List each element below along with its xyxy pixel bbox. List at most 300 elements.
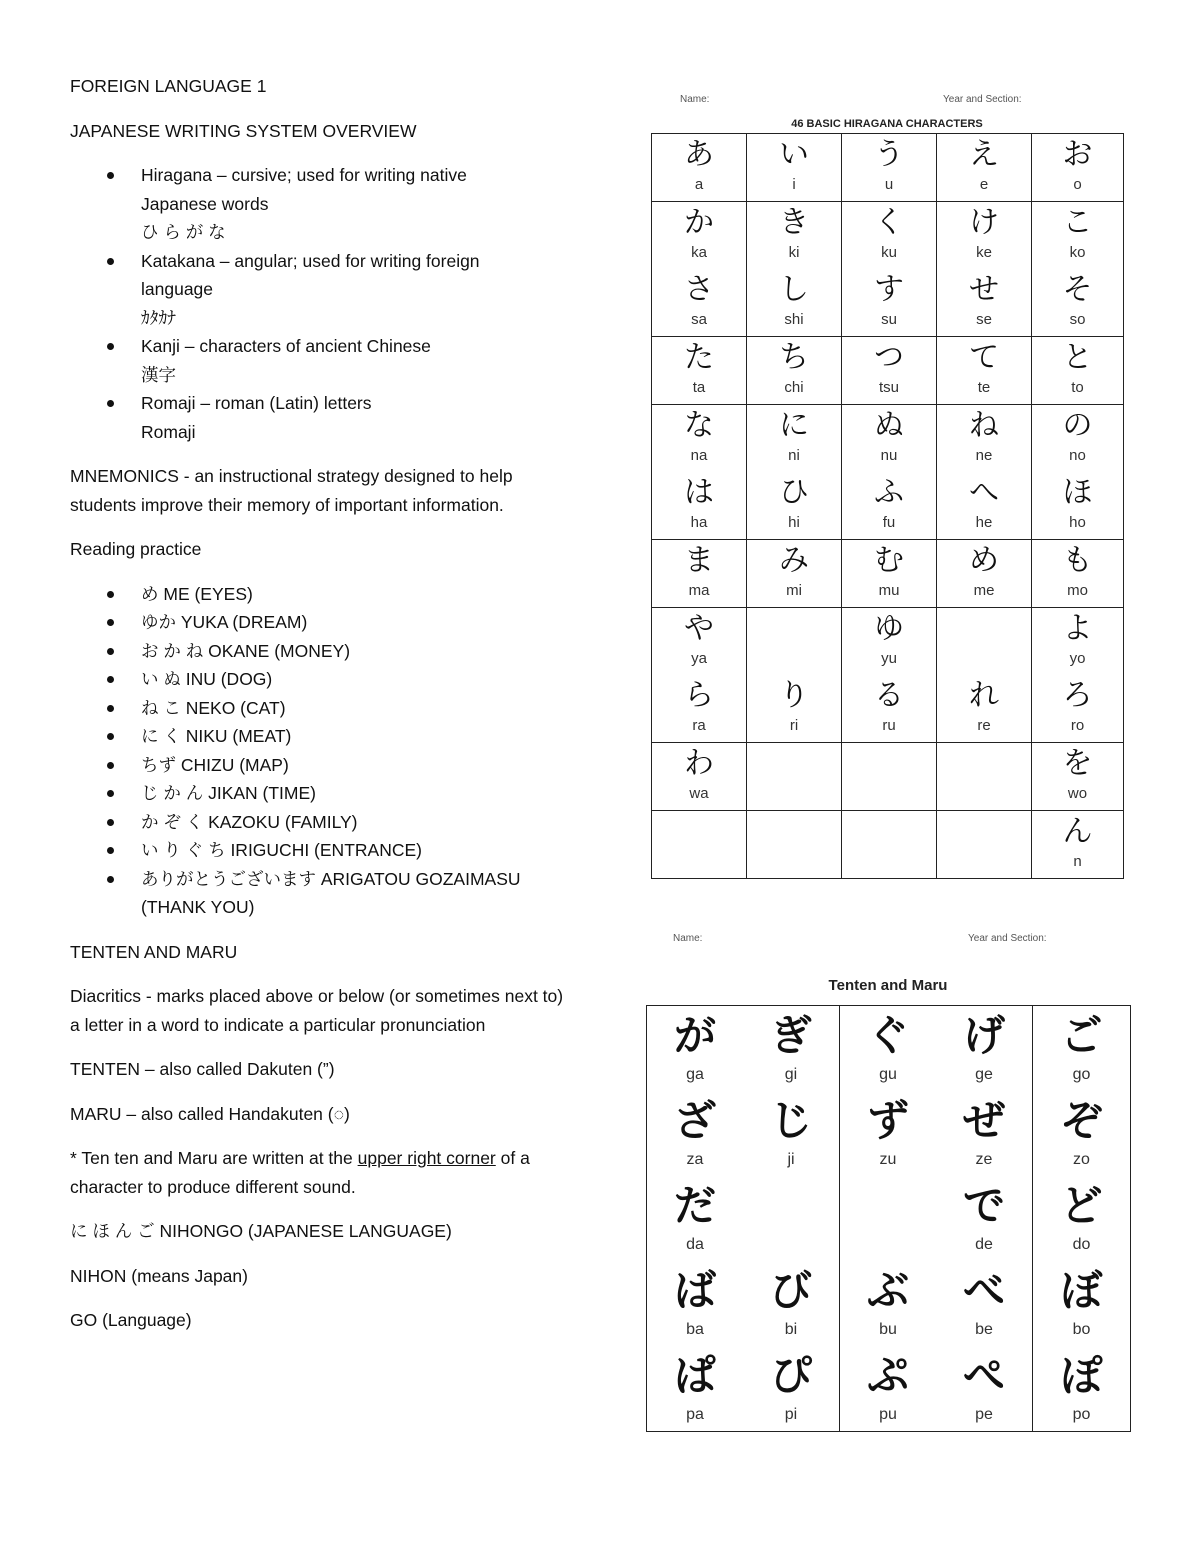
kana-char: ぼ xyxy=(1060,1266,1103,1315)
kana-cell xyxy=(747,269,841,336)
romaji-label: ka xyxy=(691,244,707,261)
kana-cell xyxy=(842,134,936,201)
romaji-label: ga xyxy=(686,1066,704,1083)
kana-char: ぷ xyxy=(866,1351,909,1400)
hiragana-column-cell xyxy=(747,608,842,743)
kana-char: あ xyxy=(684,137,714,172)
tenten-year-label: Year and Section: xyxy=(968,933,1047,944)
kana-cell xyxy=(842,675,936,742)
kana-char: く xyxy=(874,205,904,240)
hiragana-column-cell xyxy=(747,202,842,337)
mnemonics-definition: MNEMONICS - an instructional strategy designed to help students improve their memory of important information. xyxy=(70,466,513,515)
hiragana-column-cell xyxy=(652,405,747,540)
kana-char: ぶ xyxy=(866,1266,909,1315)
romaji-label: u xyxy=(884,176,894,193)
kana-char: ど xyxy=(1060,1181,1103,1230)
kana-cell xyxy=(743,1006,839,1091)
romaji-label: ni xyxy=(788,447,800,464)
kana-char: り xyxy=(779,678,809,713)
kana-char: ろ xyxy=(1062,678,1093,713)
hiragana-column-cell xyxy=(652,134,747,202)
kana-cell xyxy=(1032,608,1123,675)
romaji-label: so xyxy=(1069,311,1086,328)
kana-cell xyxy=(840,1346,936,1431)
kana-cell xyxy=(747,202,841,269)
romaji-label: pe xyxy=(975,1406,993,1423)
romaji-label xyxy=(747,852,841,878)
kana-cell xyxy=(1032,337,1123,404)
course-title: FOREIGN LANGUAGE 1 xyxy=(70,76,267,96)
romaji-label: mo xyxy=(1067,582,1088,599)
kana-char xyxy=(842,811,936,852)
reading-item: か ぞ く KAZOKU (FAMILY) xyxy=(70,808,570,837)
kana-char: ぜ xyxy=(962,1096,1005,1145)
tenten-column-group xyxy=(647,1006,840,1432)
reading-item: に く NIKU (MEAT) xyxy=(70,722,570,751)
hiragana-column-cell xyxy=(1032,743,1124,811)
hiragana-column-cell xyxy=(937,743,1032,811)
reading-item: い ぬ INU (DOG) xyxy=(70,665,570,694)
romaji-label: pu xyxy=(879,1406,897,1423)
reading-item: ちず CHIZU (MAP) xyxy=(70,751,570,780)
overview-heading: JAPANESE WRITING SYSTEM OVERVIEW xyxy=(70,120,417,141)
romaji-label: da xyxy=(686,1236,704,1253)
romaji-label: yo xyxy=(1069,650,1086,667)
kana-char: ぺ xyxy=(962,1351,1005,1400)
romaji-label: wa xyxy=(689,785,709,802)
nihon-line: NIHON (means Japan) xyxy=(70,1265,248,1286)
reading-item: い り ぐ ち IRIGUCHI (ENTRANCE) xyxy=(70,836,570,865)
kana-char: だ xyxy=(673,1181,716,1230)
kana-cell xyxy=(842,269,936,336)
kana-cell xyxy=(747,540,841,607)
reading-item: ね こ NEKO (CAT) xyxy=(70,694,570,723)
system-sample: ｶﾀｶﾅ xyxy=(141,307,176,328)
kana-cell xyxy=(937,269,1031,336)
hiragana-column-cell xyxy=(842,608,937,743)
reading-item: め ME (EYES) xyxy=(70,580,570,609)
romaji-label: ho xyxy=(1069,514,1086,531)
kana-char: す xyxy=(874,272,904,307)
nihongo-line: に ほ ん ご NIHONGO (JAPANESE LANGUAGE) xyxy=(70,1221,452,1241)
hiragana-column-cell xyxy=(652,540,747,608)
kana-cell xyxy=(840,1091,936,1176)
kana-cell xyxy=(1032,405,1123,472)
romaji-label: mu xyxy=(878,582,900,599)
kana-cell xyxy=(936,1346,1032,1431)
hiragana-column-cell xyxy=(652,337,747,405)
kana-cell xyxy=(743,1346,839,1431)
kana-cell xyxy=(647,1346,743,1431)
romaji-label: go xyxy=(1072,1066,1091,1083)
kana-cell xyxy=(936,1176,1032,1261)
romaji-label: ge xyxy=(975,1066,993,1083)
romaji-label xyxy=(937,649,1031,675)
romaji-label: ba xyxy=(686,1321,704,1338)
system-item-romaji: Romaji – roman (Latin) letters Romaji xyxy=(70,389,570,446)
romaji-label xyxy=(652,852,746,878)
tenten-maru-table xyxy=(646,1005,1131,1432)
hiragana-column-cell xyxy=(747,134,842,202)
kana-char: ぴ xyxy=(769,1351,812,1400)
romaji-label: n xyxy=(1073,853,1082,870)
kana-char xyxy=(840,1176,936,1231)
diacritics-definition: Diacritics - marks placed above or below (or sometimes next to) a letter in a word to indicate a particular pronunciation xyxy=(70,986,564,1035)
kana-char: み xyxy=(779,543,809,578)
kana-cell xyxy=(1032,743,1123,810)
hiragana-column-cell xyxy=(1032,134,1124,202)
kana-char: ぱ xyxy=(673,1351,716,1400)
kana-cell xyxy=(747,811,841,878)
kana-cell xyxy=(1033,1261,1130,1346)
kana-cell xyxy=(842,472,936,539)
reading-item: ゆか YUKA (DREAM) xyxy=(70,608,570,637)
romaji-label xyxy=(842,852,936,878)
kana-cell xyxy=(1032,811,1123,878)
kana-char: ば xyxy=(673,1266,716,1315)
hiragana-column-cell xyxy=(1032,540,1124,608)
romaji-label xyxy=(840,1231,936,1261)
hiragana-column-cell xyxy=(937,202,1032,337)
romaji-label: sa xyxy=(691,311,707,328)
romaji-label: ro xyxy=(1070,717,1085,734)
kana-cell xyxy=(747,472,841,539)
romaji-label: bo xyxy=(1072,1321,1091,1338)
romaji-label: o xyxy=(1073,176,1082,193)
hiragana-band xyxy=(652,202,1124,337)
kana-cell xyxy=(652,269,746,336)
kana-cell xyxy=(937,608,1031,675)
romaji-label: hi xyxy=(788,514,800,531)
romaji-label: nu xyxy=(880,447,898,464)
kana-char: ぞ xyxy=(1060,1096,1103,1145)
kana-cell xyxy=(936,1261,1032,1346)
kana-cell xyxy=(652,337,746,404)
romaji-label: pa xyxy=(686,1406,704,1423)
kana-cell xyxy=(842,337,936,404)
romaji-label: ki xyxy=(788,244,800,261)
romaji-label: to xyxy=(1071,379,1084,396)
hiragana-band xyxy=(652,743,1124,811)
kana-char: ほ xyxy=(1062,475,1093,510)
kana-cell xyxy=(1032,540,1123,607)
kana-cell xyxy=(936,1091,1032,1176)
romaji-label: za xyxy=(686,1151,704,1168)
kana-char: の xyxy=(1062,408,1093,443)
kana-char: へ xyxy=(969,475,999,510)
kana-cell xyxy=(937,202,1031,269)
kana-cell xyxy=(937,134,1031,201)
kana-cell xyxy=(937,337,1031,404)
kana-char: ま xyxy=(684,543,714,578)
romaji-label: ra xyxy=(692,717,706,734)
romaji-label: shi xyxy=(784,311,804,328)
hiragana-column-cell xyxy=(937,337,1032,405)
hiragana-column-cell xyxy=(842,743,937,811)
hiragana-table xyxy=(651,133,1124,879)
romaji-label: i xyxy=(792,176,796,193)
hiragana-band xyxy=(652,134,1124,202)
kana-cell xyxy=(652,472,746,539)
romaji-label xyxy=(747,649,841,675)
kana-cell xyxy=(747,337,841,404)
romaji-label: no xyxy=(1069,447,1086,464)
romaji-label: wo xyxy=(1067,785,1088,802)
hiragana-column-cell xyxy=(747,811,842,879)
romaji-label: ku xyxy=(881,244,897,261)
kana-cell xyxy=(647,1006,743,1091)
kana-char: せ xyxy=(969,272,999,307)
kana-cell xyxy=(937,743,1031,810)
tenten-table-title: Tenten and Maru xyxy=(828,977,948,994)
kana-cell xyxy=(1032,202,1123,269)
kana-cell xyxy=(652,540,746,607)
romaji-label: be xyxy=(975,1321,993,1338)
kana-char: ら xyxy=(684,678,714,713)
kana-cell xyxy=(743,1176,839,1261)
romaji-label xyxy=(743,1231,839,1261)
reading-item: ありがとうございます ARIGATOU GOZAIMASU (THANK YOU) xyxy=(70,865,570,922)
kana-cell xyxy=(652,608,746,675)
kana-char: き xyxy=(779,205,809,240)
kana-cell xyxy=(743,1091,839,1176)
kana-char: そ xyxy=(1062,272,1093,307)
kana-cell xyxy=(937,675,1031,742)
romaji-label: mi xyxy=(786,582,802,599)
kana-char: こ xyxy=(1062,205,1093,240)
kana-char: で xyxy=(962,1181,1005,1230)
hiragana-year-label: Year and Section: xyxy=(943,94,1022,105)
kana-char: ね xyxy=(969,408,999,443)
romaji-label: chi xyxy=(784,379,804,396)
romaji-label xyxy=(747,784,841,810)
romaji-label xyxy=(937,852,1031,878)
romaji-label: tsu xyxy=(878,379,899,396)
kana-char: た xyxy=(684,340,714,375)
kana-cell xyxy=(842,743,936,810)
kana-char: よ xyxy=(1062,611,1093,646)
kana-cell xyxy=(652,202,746,269)
kana-char xyxy=(747,811,841,852)
kana-char xyxy=(937,743,1031,784)
romaji-label: e xyxy=(979,176,989,193)
kana-cell xyxy=(1032,269,1123,336)
hiragana-column-cell xyxy=(747,743,842,811)
romaji-label: bu xyxy=(879,1321,897,1338)
system-item-katakana: Katakana – angular; used for writing foreign language ｶﾀｶﾅ xyxy=(70,247,570,333)
kana-cell xyxy=(937,405,1031,472)
system-item-hiragana: Hiragana – cursive; used for writing native Japanese words ひ ら が な xyxy=(70,161,570,247)
notes-column xyxy=(70,72,570,1351)
kana-char xyxy=(842,743,936,784)
hiragana-column-cell xyxy=(747,540,842,608)
kana-char: ひ xyxy=(779,475,809,510)
hiragana-column-cell xyxy=(842,540,937,608)
maru-line: MARU – also called Handakuten (◌) xyxy=(70,1103,350,1124)
hiragana-name-label: Name: xyxy=(680,94,710,105)
kana-cell xyxy=(647,1176,743,1261)
hiragana-column-cell xyxy=(937,405,1032,540)
romaji-label: ru xyxy=(882,717,896,734)
romaji-label: re xyxy=(977,717,991,734)
hiragana-column-cell xyxy=(842,202,937,337)
kana-char: な xyxy=(684,408,714,443)
kana-char xyxy=(743,1176,839,1231)
romaji-label: ri xyxy=(789,717,799,734)
hiragana-column-cell xyxy=(652,811,747,879)
kana-char: め xyxy=(969,543,999,578)
system-sample: 漢字 xyxy=(141,364,176,385)
hiragana-column-cell xyxy=(1032,405,1124,540)
kana-cell xyxy=(842,202,936,269)
kana-char: と xyxy=(1062,340,1093,375)
romaji-label: ze xyxy=(975,1151,993,1168)
hiragana-band xyxy=(652,405,1124,540)
kana-char: が xyxy=(673,1011,716,1060)
kana-cell xyxy=(652,811,746,878)
romaji-label: he xyxy=(975,514,993,531)
hiragana-band xyxy=(652,540,1124,608)
romaji-label: zo xyxy=(1073,1151,1090,1168)
hiragana-column-cell xyxy=(842,337,937,405)
romaji-label: ma xyxy=(688,582,710,599)
kana-cell xyxy=(842,608,936,675)
romaji-label: gu xyxy=(879,1066,897,1083)
kana-cell xyxy=(647,1091,743,1176)
kana-char: を xyxy=(1062,746,1093,781)
go-line: GO (Language) xyxy=(70,1310,192,1330)
underlined-phrase: upper right corner xyxy=(357,1148,496,1168)
kana-cell xyxy=(842,540,936,607)
romaji-label: zu xyxy=(879,1151,897,1168)
kana-cell xyxy=(842,811,936,878)
kana-char: ず xyxy=(866,1096,909,1145)
hiragana-column-cell xyxy=(937,608,1032,743)
tenten-column-group xyxy=(1033,1006,1131,1432)
kana-char: ぽ xyxy=(1060,1351,1103,1400)
kana-cell xyxy=(1033,1176,1130,1261)
hiragana-column-cell xyxy=(937,134,1032,202)
kana-char: じ xyxy=(769,1096,812,1145)
kana-char: お xyxy=(1062,137,1093,172)
hiragana-band xyxy=(652,811,1124,879)
hiragana-column-cell xyxy=(747,337,842,405)
kana-char: ご xyxy=(1060,1011,1103,1060)
hiragana-table-title: 46 BASIC HIRAGANA CHARACTERS xyxy=(791,118,983,130)
reading-item: お か ね OKANE (MONEY) xyxy=(70,637,570,666)
kana-char: さ xyxy=(684,272,714,307)
system-sample: Romaji xyxy=(141,421,196,442)
reading-item: じ か ん JIKAN (TIME) xyxy=(70,779,570,808)
kana-char: ん xyxy=(1062,814,1093,849)
kana-char: ぬ xyxy=(874,408,904,443)
kana-char: つ xyxy=(874,340,904,375)
kana-char: げ xyxy=(962,1011,1005,1060)
romaji-label: se xyxy=(976,311,992,328)
kana-char: は xyxy=(684,475,714,510)
romaji-label: te xyxy=(977,379,991,396)
romaji-label: ke xyxy=(976,244,992,261)
kana-char: て xyxy=(969,340,999,375)
kana-char xyxy=(747,608,841,649)
romaji-label: yu xyxy=(881,650,897,667)
system-item-kanji: Kanji – characters of ancient Chinese 漢字 xyxy=(70,332,570,389)
hiragana-column-cell xyxy=(842,134,937,202)
kana-cell xyxy=(747,608,841,675)
hiragana-column-cell xyxy=(747,405,842,540)
kana-cell xyxy=(652,405,746,472)
kana-char: ゆ xyxy=(874,611,904,646)
kana-char: ざ xyxy=(673,1096,716,1145)
romaji-label: ji xyxy=(787,1151,795,1168)
kana-char xyxy=(937,608,1031,649)
romaji-label: de xyxy=(975,1236,993,1253)
kana-cell xyxy=(936,1006,1032,1091)
kana-char: や xyxy=(684,611,714,646)
kana-char: う xyxy=(874,137,904,172)
kana-cell xyxy=(840,1176,936,1261)
romaji-label: po xyxy=(1072,1406,1091,1423)
hiragana-column-cell xyxy=(842,405,937,540)
romaji-label: ko xyxy=(1069,244,1086,261)
tenten-band xyxy=(647,1006,1131,1432)
hiragana-column-cell xyxy=(652,743,747,811)
kana-cell xyxy=(842,405,936,472)
kana-cell xyxy=(840,1261,936,1346)
kana-cell xyxy=(747,675,841,742)
kana-cell xyxy=(1033,1091,1130,1176)
writing-systems-list xyxy=(70,161,570,446)
placement-note: * Ten ten and Maru are written at the upper right corner of a character to produce different sound. xyxy=(70,1148,530,1197)
tenten-line: TENTEN – also called Dakuten (”) xyxy=(70,1059,335,1079)
kana-cell xyxy=(840,1006,936,1091)
kana-cell xyxy=(743,1261,839,1346)
romaji-label: bi xyxy=(784,1321,798,1338)
kana-char xyxy=(937,811,1031,852)
hiragana-band xyxy=(652,608,1124,743)
kana-char: れ xyxy=(969,678,999,713)
kana-cell xyxy=(937,472,1031,539)
kana-cell xyxy=(747,134,841,201)
romaji-label: ya xyxy=(691,650,707,667)
hiragana-column-cell xyxy=(937,540,1032,608)
romaji-label: do xyxy=(1072,1236,1091,1253)
kana-char xyxy=(747,743,841,784)
romaji-label: a xyxy=(694,176,704,193)
kana-char: に xyxy=(779,408,809,443)
kana-char: わ xyxy=(684,746,714,781)
kana-cell xyxy=(652,743,746,810)
system-sample: ひ ら が な xyxy=(141,222,226,242)
kana-char: ぐ xyxy=(866,1011,909,1060)
kana-cell xyxy=(1033,1006,1130,1091)
hiragana-column-cell xyxy=(1032,811,1124,879)
kana-char xyxy=(652,811,746,852)
kana-cell xyxy=(747,743,841,810)
kana-cell xyxy=(937,540,1031,607)
kana-cell xyxy=(937,811,1031,878)
romaji-label: su xyxy=(881,311,897,328)
kana-cell xyxy=(652,134,746,201)
kana-char: か xyxy=(684,205,714,240)
romaji-label: ta xyxy=(692,379,706,396)
kana-char: る xyxy=(874,678,904,713)
romaji-label xyxy=(937,784,1031,810)
tenten-name-label: Name: xyxy=(673,933,703,944)
tenten-maru-heading: TENTEN AND MARU xyxy=(70,941,238,962)
romaji-label: me xyxy=(973,582,995,599)
kana-char: ぎ xyxy=(769,1011,812,1060)
